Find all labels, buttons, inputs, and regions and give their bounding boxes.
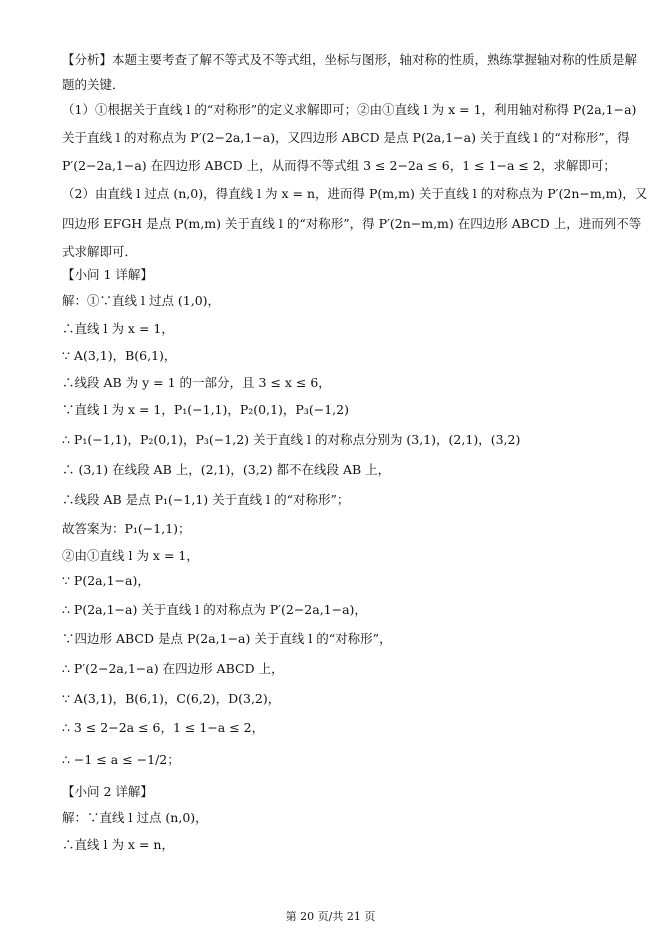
- solution-line-10: ∵ P(2a,1−a)，: [62, 573, 150, 588]
- analysis-line-7: 四边形 EFGH 是点 P(m,m) 关于直线 l 的“对称形”，得 P′(2n−m,m) 在四边形 ABCD 上，进而列不等: [62, 216, 642, 231]
- solution-line-16: ∴ −1 ≤ a ≤ −1/2；: [62, 752, 180, 767]
- solution-q2-line-1: 解：∵直线 l 过点 (n,0)，: [62, 810, 208, 825]
- solution-line-13: ∴ P′(2−2a,1−a) 在四边形 ABCD 上，: [62, 661, 284, 676]
- section-heading-q1: 【小问 1 详解】: [62, 267, 153, 282]
- page-number-footer: 第 20 页/共 21 页: [285, 910, 376, 923]
- analysis-line-6: （2）由直线 l 过点 (n,0)，得直线 l 为 x = n，进而得 P(m,m) 关于直线 l 的对称点为 P′(2n−m,m)，又: [62, 186, 648, 201]
- section-heading-q2: 【小问 2 详解】: [62, 784, 153, 799]
- solution-line-7: ∴ (3,1) 在线段 AB 上，(2,1)，(3,2) 都不在线段 AB 上，: [62, 462, 391, 477]
- solution-line-2: ∴直线 l 为 x = 1，: [62, 321, 174, 336]
- solution-line-12: ∵四边形 ABCD 是点 P(2a,1−a) 关于直线 l 的“对称形”，: [62, 631, 392, 646]
- solution-line-9: ②由①直线 l 为 x = 1，: [62, 548, 199, 563]
- solution-line-1: 解：①∵直线 l 过点 (1,0)，: [62, 293, 221, 308]
- solution-line-3: ∵ A(3,1)，B(6,1)，: [62, 348, 177, 363]
- solution-line-6: ∴ P₁(−1,1)，P₂(0,1)，P₃(−1,2) 关于直线 l 的对称点分别为 (3,1)，(2,1)，(3,2): [62, 432, 521, 447]
- analysis-line-8: 式求解即可．: [62, 244, 138, 259]
- solution-line-11: ∴ P(2a,1−a) 关于直线 l 的对称点为 P′(2−2a,1−a)，: [62, 602, 367, 617]
- solution-line-8: ∴线段 AB 是点 P₁(−1,1) 关于直线 l 的“对称形”；: [62, 492, 350, 507]
- analysis-line-3: （1）①根据关于直线 l 的“对称形”的定义求解即可；②由①直线 l 为 x = 1，利用轴对称得 P(2a,1−a): [62, 102, 637, 117]
- solution-q2-line-2: ∴直线 l 为 x = n，: [62, 837, 174, 852]
- solution-line-14: ∵ A(3,1)，B(6,1)，C(6,2)，D(3,2)，: [62, 691, 281, 706]
- solution-line-15: ∴ 3 ≤ 2−2a ≤ 6，1 ≤ 1−a ≤ 2，: [62, 720, 265, 735]
- answer-line: 故答案为：P₁(−1,1)；: [62, 521, 191, 536]
- solution-line-5: ∵直线 l 为 x = 1，P₁(−1,1)，P₂(0,1)，P₃(−1,2): [62, 402, 349, 417]
- analysis-line-2: 题的关键．: [62, 77, 125, 92]
- solution-line-4: ∴线段 AB 为 y = 1 的一部分，且 3 ≤ x ≤ 6，: [62, 375, 331, 390]
- analysis-line-5: P′(2−2a,1−a) 在四边形 ABCD 上，从而得不等式组 3 ≤ 2−2a ≤ 6，1 ≤ 1−a ≤ 2，求解即可；: [62, 158, 616, 173]
- analysis-line-1: 【分析】本题主要考查了解不等式及不等式组，坐标与图形，轴对称的性质，熟练掌握轴对称的性质是解: [62, 52, 638, 67]
- analysis-line-4: 关于直线 l 的对称点为 P′(2−2a,1−a)，又四边形 ABCD 是点 P(2a,1−a) 关于直线 l 的“对称形”，得: [62, 130, 630, 145]
